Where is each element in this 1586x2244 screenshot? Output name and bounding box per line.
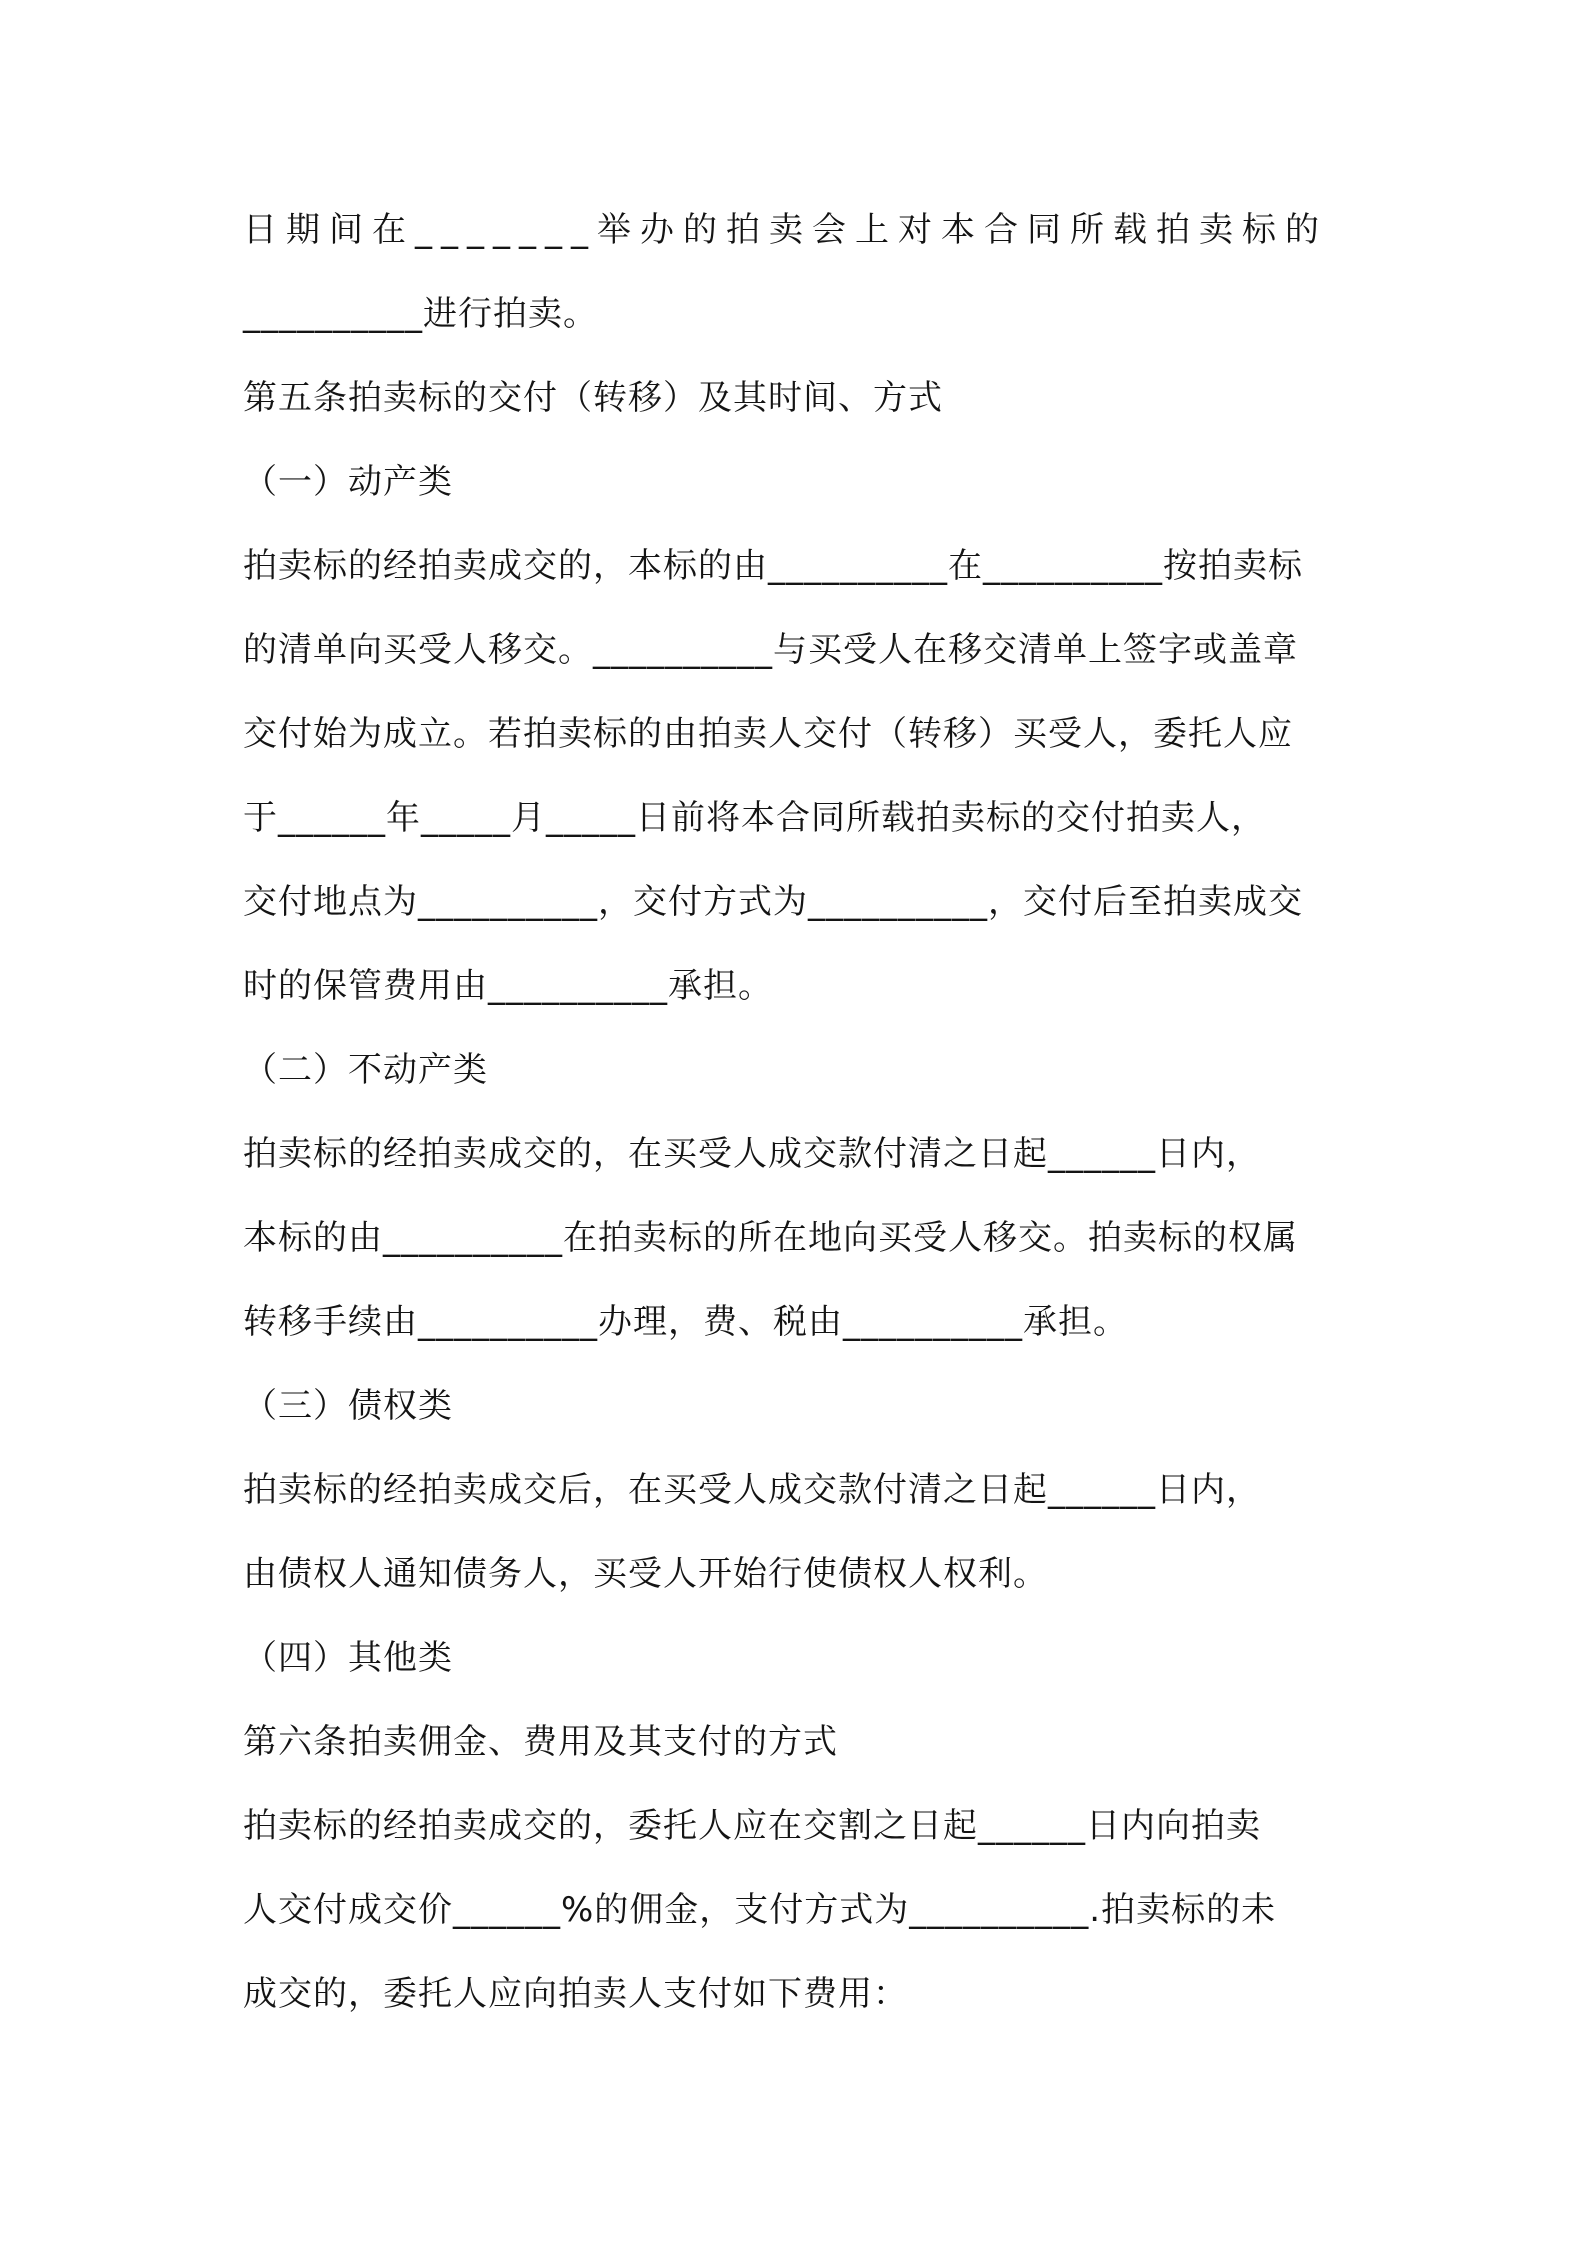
text-line-8: 于______年_____月_____日前将本合同所载拍卖标的交付拍卖人， xyxy=(243,798,1266,838)
text-line-10: 时的保管费用由__________承担。 xyxy=(243,966,773,1006)
article-6-heading: 第六条拍卖佣金、费用及其支付的方式 xyxy=(243,1722,838,1762)
section-movable-heading: （一）动产类 xyxy=(243,462,453,502)
text-line-1: 日期间在_______举办的拍卖会上对本合同所载拍卖标的 xyxy=(243,210,1328,250)
section-other-heading: （四）其他类 xyxy=(243,1638,453,1678)
section-real-estate-heading: （二）不动产类 xyxy=(243,1050,488,1090)
text-line-5: 拍卖标的经拍卖成交的，本标的由__________在__________按拍卖标 xyxy=(243,546,1303,586)
text-line-13: 本标的由__________在拍卖标的所在地向买受人移交。拍卖标的权属 xyxy=(243,1218,1298,1258)
text-line-12: 拍卖标的经拍卖成交的，在买受人成交款付清之日起______日内， xyxy=(243,1134,1261,1174)
text-line-20: 拍卖标的经拍卖成交的，委托人应在交割之日起______日内向拍卖 xyxy=(243,1806,1261,1846)
text-line-17: 由债权人通知债务人，买受人开始行使债权人权利。 xyxy=(243,1554,1048,1594)
text-line-22: 成交的，委托人应向拍卖人支付如下费用： xyxy=(243,1974,908,2014)
text-line-21: 人交付成交价______%的佣金，支付方式为__________.拍卖标的未 xyxy=(243,1890,1277,1930)
text-line-14: 转移手续由__________办理，费、税由__________承担。 xyxy=(243,1302,1128,1342)
text-line-6: 的清单向买受人移交。__________与买受人在移交清单上签字或盖章 xyxy=(243,630,1298,670)
text-line-7: 交付始为成立。若拍卖标的由拍卖人交付（转移）买受人，委托人应 xyxy=(243,714,1293,754)
text-line-2: __________进行拍卖。 xyxy=(243,294,598,334)
article-5-heading: 第五条拍卖标的交付（转移）及其时间、方式 xyxy=(243,378,943,418)
text-line-16: 拍卖标的经拍卖成交后，在买受人成交款付清之日起______日内， xyxy=(243,1470,1261,1510)
text-line-9: 交付地点为__________，交付方式为__________，交付后至拍卖成交 xyxy=(243,882,1303,922)
section-creditor-rights-heading: （三）债权类 xyxy=(243,1386,453,1426)
